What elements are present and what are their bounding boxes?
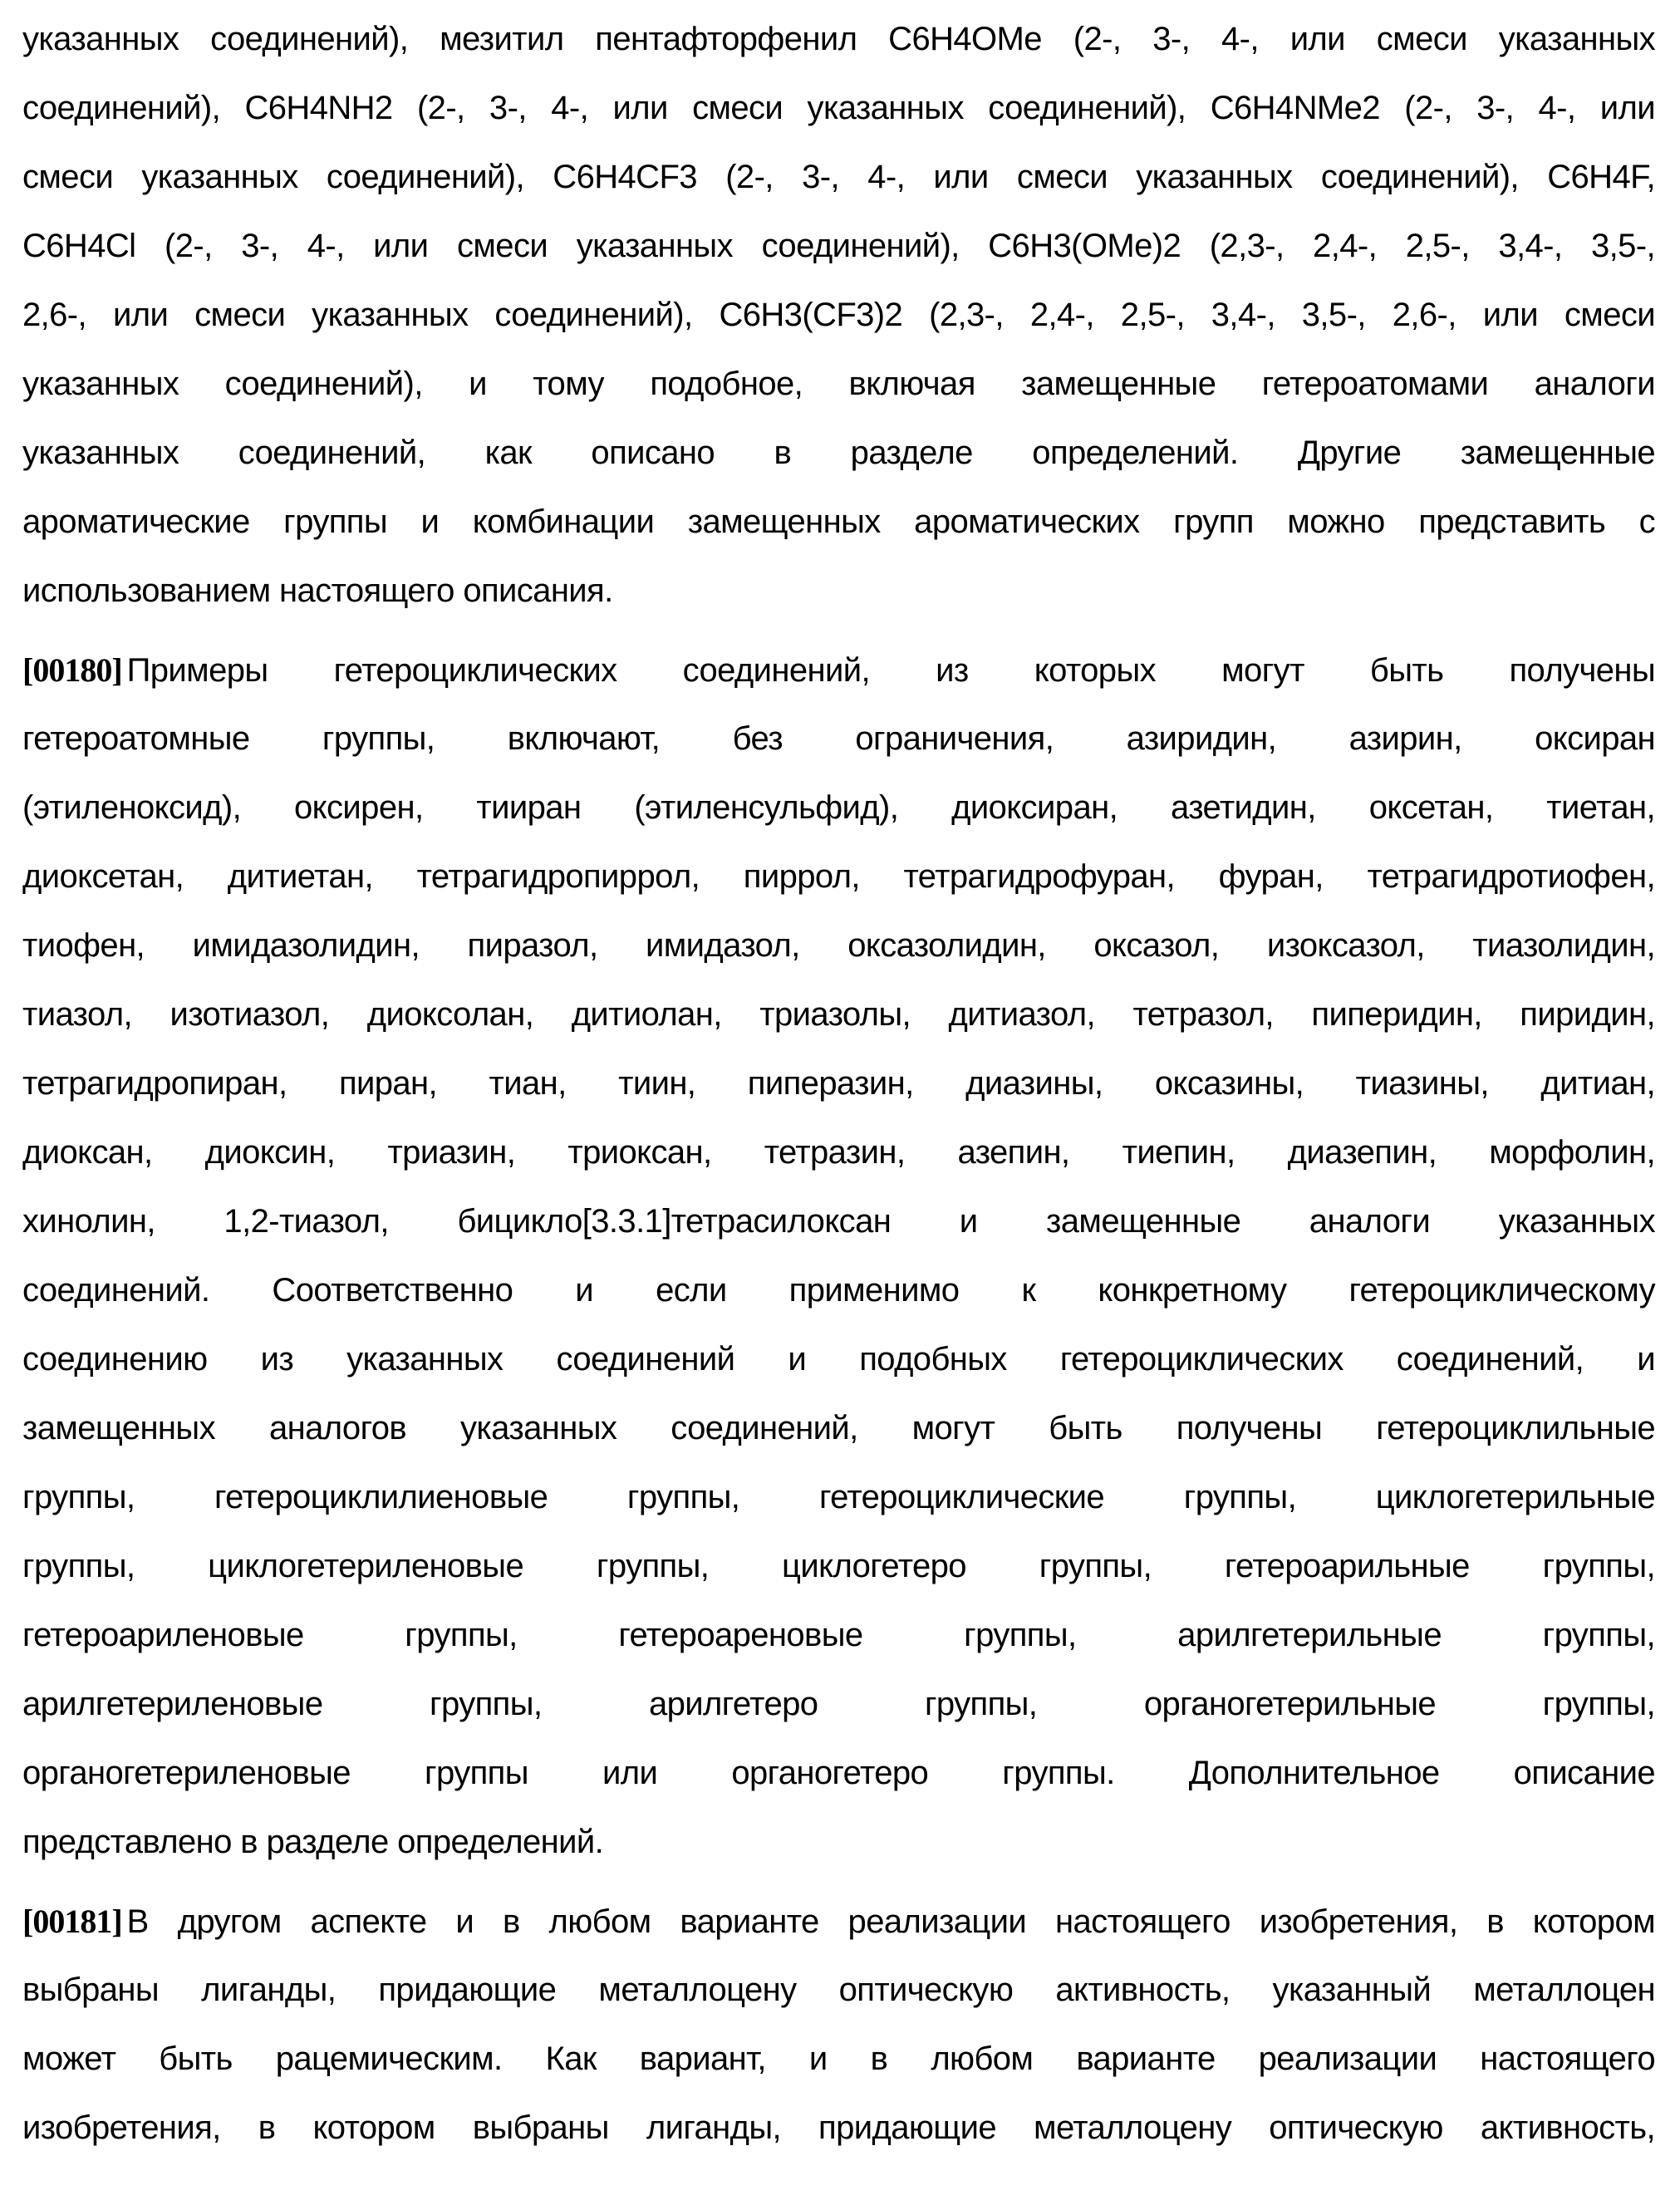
paragraph-continuation — [22, 5, 1655, 626]
text-line: представлено в разделе определений. — [22, 1824, 604, 1860]
text-line: использованием настоящего описания. — [22, 572, 613, 609]
text-line: группы, циклогетериленовые группы, циклогетеро группы, гетероарильные группы, — [22, 1548, 1655, 1584]
text-line: соединений. Соответственно и если применимо к конкретному гетероциклическому — [22, 1272, 1655, 1309]
text-line: соединений), C6H4NH2 (2-, 3-, 4-, или смеси указанных соединений), C6H4NMe2 (2-, 3-, 4-, или — [22, 90, 1655, 126]
text-line: (этиленоксид), оксирен, тииран (этиленсульфид), диоксиран, азетидин, оксетан, тиетан, — [22, 789, 1655, 826]
paragraph-number: [00181] — [22, 1903, 122, 1940]
text-line: 2,6-, или смеси указанных соединений), C6H3(CF3)2 (2,3-, 2,4-, 2,5-, 3,4-, 3,5-, 2,6-, или смеси — [22, 297, 1655, 333]
text-line: соединению из указанных соединений и подобных гетероциклических соединений, и — [22, 1341, 1655, 1378]
text-line: замещенных аналогов указанных соединений, могут быть получены гетероциклильные — [22, 1410, 1655, 1446]
text-line: органогетериленовые группы или органогетеро группы. Дополнительное описание — [22, 1755, 1655, 1791]
paragraph-00181 — [22, 1887, 1655, 2163]
paragraph-number: [00180] — [22, 651, 122, 689]
text-line: изобретения, в котором выбраны лиганды, придающие металлоцену оптическую активность, — [22, 2109, 1655, 2146]
paragraph-00180 — [22, 636, 1655, 1877]
text-line: смеси указанных соединений), C6H4CF3 (2-, 3-, 4-, или смеси указанных соединений), C6H4F, — [22, 159, 1655, 195]
text-line-first — [22, 1887, 1655, 1956]
text-line: арилгетериленовые группы, арилгетеро группы, органогетерильные группы, — [22, 1686, 1655, 1722]
text-line: указанных соединений), и тому подобное, включая замещенные гетероатомами аналоги — [22, 366, 1655, 402]
text-line: диоксетан, дитиетан, тетрагидропиррол, пиррол, тетрагидрофуран, фуран, тетрагидротиофен, — [22, 858, 1655, 895]
text-line: выбраны лиганды, придающие металлоцену оптическую активность, указанный металлоцен — [22, 1972, 1655, 2008]
text-line: В другом аспекте и в любом варианте реализации настоящего изобретения, в котором — [126, 1903, 1655, 1940]
text-line: Примеры гетероциклических соединений, из которых могут быть получены — [126, 652, 1655, 689]
text-line: гетероатомные группы, включают, без ограничения, азиридин, азирин, оксиран — [22, 720, 1655, 757]
text-line: может быть рацемическим. Как вариант, и в любом варианте реализации настоящего — [22, 2040, 1655, 2077]
text-line: группы, гетероциклилиеновые группы, гетероциклические группы, циклогетерильные — [22, 1479, 1655, 1515]
document-page — [22, 5, 1655, 2173]
text-line: тиазол, изотиазол, диоксолан, дитиолан, триазолы, дитиазол, тетразол, пиперидин, пиридин, — [22, 996, 1655, 1033]
text-line: хинолин, 1,2-тиазол, бицикло[3.3.1]тетрасилоксан и замещенные аналоги указанных — [22, 1203, 1655, 1240]
text-line: гетероариленовые группы, гетероареновые группы, арилгетерильные группы, — [22, 1617, 1655, 1653]
text-line: C6H4Cl (2-, 3-, 4-, или смеси указанных соединений), C6H3(OMe)2 (2,3-, 2,4-, 2,5-, 3,4-, 3,5-, — [22, 228, 1655, 264]
text-line: указанных соединений), мезитил пентафторфенил C6H4OMe (2-, 3-, 4-, или смеси указанных — [22, 21, 1655, 57]
text-line: диоксан, диоксин, триазин, триоксан, тетразин, азепин, тиепин, диазепин, морфолин, — [22, 1134, 1655, 1171]
text-line: указанных соединений, как описано в разделе определений. Другие замещенные — [22, 435, 1655, 471]
text-line: тетрагидропиран, пиран, тиан, тиин, пиперазин, диазины, оксазины, тиазины, дитиан, — [22, 1065, 1655, 1102]
text-line: ароматические группы и комбинации замещенных ароматических групп можно представить с — [22, 503, 1655, 540]
text-line-first — [22, 636, 1655, 705]
text-line: тиофен, имидазолидин, пиразол, имидазол, оксазолидин, оксазол, изоксазол, тиазолидин, — [22, 927, 1655, 964]
